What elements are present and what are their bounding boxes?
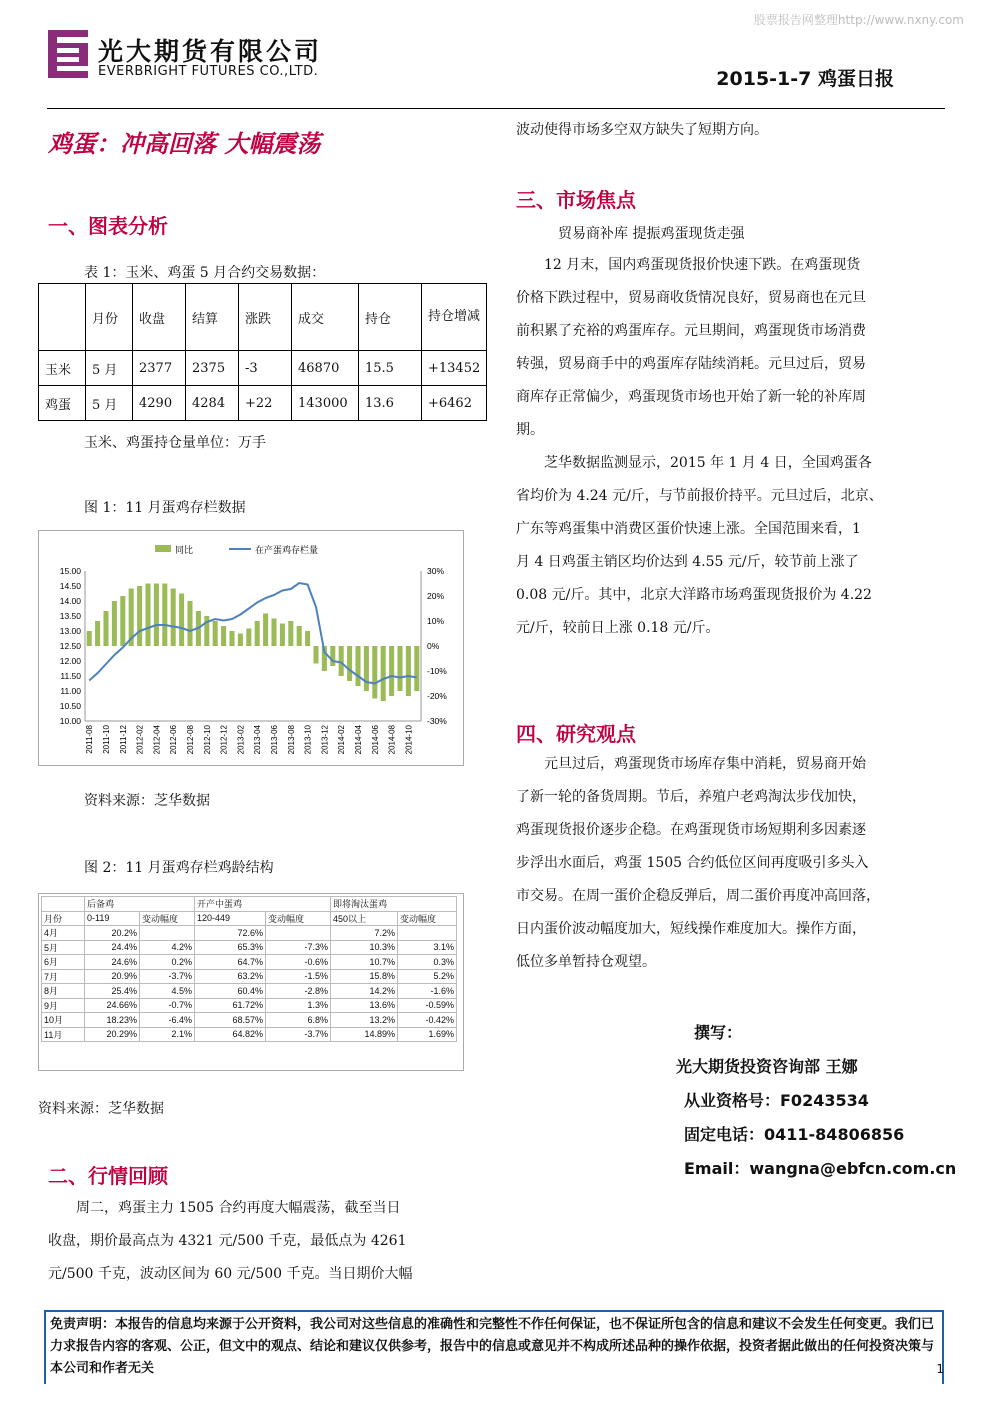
table-cell: 0.2%	[140, 955, 195, 970]
table-cell: 60.4%	[195, 984, 266, 999]
table-cell: 64.82%	[195, 1027, 266, 1042]
table-cell: 13.2%	[331, 1013, 398, 1028]
company-name-cn: 光大期货有限公司	[98, 37, 323, 66]
table-header-row	[39, 284, 487, 351]
figure1-caption: 图 1：11 月蛋鸡存栏数据	[84, 500, 246, 516]
table-cell: 1.3%	[266, 998, 331, 1013]
header-divider	[47, 108, 945, 109]
table-cell: 15.8%	[331, 969, 398, 984]
table1-note: 玉米、鸡蛋持仓量单位：万手	[84, 435, 266, 451]
table-cell: -3.7%	[140, 969, 195, 984]
y-tick-label-right: 10%	[427, 616, 445, 626]
x-tick-label: 2014-08	[387, 725, 397, 755]
text-line: 步浮出水面后，鸡蛋 1505 合约低位区间再度吸引多头入	[516, 855, 869, 871]
table-cell: 64.7%	[195, 955, 266, 970]
table-cell: 46870	[292, 351, 359, 386]
table-cell: 143000	[292, 386, 359, 421]
table-cell: 24.4%	[85, 940, 140, 955]
table-cell: 7.2%	[331, 926, 398, 941]
table-cell: 6月	[42, 955, 85, 970]
table-cell: +22	[239, 386, 292, 421]
table-cell	[140, 926, 195, 941]
table-cell	[398, 926, 457, 941]
table-cell: 1.69%	[398, 1027, 457, 1042]
table-row	[39, 386, 487, 421]
table-header-cell: 450以上	[331, 911, 398, 926]
table-cell: +13452	[422, 351, 487, 386]
bar-yoy	[120, 596, 125, 646]
section2-continued-text: 波动使得市场多空双方缺失了短期方向。	[516, 122, 768, 138]
x-tick-label: 2012-12	[219, 725, 229, 755]
y-tick-label-right: -30%	[427, 716, 447, 726]
table-cell: 13.6	[359, 386, 422, 421]
bar-yoy	[255, 621, 260, 646]
bar-yoy	[179, 594, 184, 647]
table-cell: +6462	[422, 386, 487, 421]
table-cell: 20.9%	[85, 969, 140, 984]
chart-canvas	[39, 531, 463, 765]
table-cell: 13.6%	[331, 998, 398, 1013]
table-row	[42, 984, 457, 999]
x-tick-label: 2014-06	[370, 725, 380, 755]
table-cell: 10.3%	[331, 940, 398, 955]
bar-yoy	[137, 586, 142, 646]
bar-yoy	[171, 589, 176, 647]
table-cell: 20.29%	[85, 1027, 140, 1042]
y-tick-label-left: 12.00	[59, 656, 81, 666]
table-row	[42, 1013, 457, 1028]
table-row	[42, 926, 457, 941]
table-row	[42, 911, 457, 926]
x-tick-label: 2012-10	[202, 725, 212, 755]
page-title: 鸡蛋：冲高回落 大幅震荡	[48, 129, 321, 158]
bar-yoy	[381, 646, 386, 701]
text-line: 收盘，期价最高点为 4321 元/500 千克，最低点为 4261	[48, 1233, 407, 1249]
table-header-cell: 变动幅度	[140, 911, 195, 926]
table-cell: -1.5%	[266, 969, 331, 984]
y-tick-label-left: 14.50	[59, 581, 81, 591]
bar-yoy	[87, 631, 92, 646]
author-phone: 固定电话：0411-84806856	[684, 1125, 905, 1144]
trading-data-table	[38, 283, 487, 421]
y-tick-label-left: 12.50	[59, 641, 81, 651]
x-tick-label: 2012-06	[169, 725, 179, 755]
table-header-cell: 成交	[292, 284, 359, 351]
bar-yoy	[154, 584, 159, 647]
table-cell: 7月	[42, 969, 85, 984]
bar-yoy	[330, 646, 335, 666]
x-tick-label: 2011-10	[102, 725, 111, 754]
bar-yoy	[297, 626, 302, 646]
y-tick-label-left: 14.00	[59, 596, 81, 606]
text-line: 期。	[516, 422, 544, 438]
text-line: 芝华数据监测显示，2015 年 1 月 4 日，全国鸡蛋各	[516, 455, 872, 471]
table-row	[42, 940, 457, 955]
bar-yoy	[305, 631, 310, 646]
section3-subtitle: 贸易商补库 提振鸡蛋现货走强	[558, 226, 745, 242]
table-cell: -0.42%	[398, 1013, 457, 1028]
bar-yoy	[339, 646, 344, 676]
text-line: 鸡蛋现货报价逐步企稳。在鸡蛋现货市场短期利多因素逐	[516, 822, 866, 838]
x-tick-label: 2013-04	[253, 725, 263, 755]
bar-yoy	[103, 611, 108, 646]
table-header-cell: 0-119	[85, 911, 140, 926]
x-tick-label: 2013-02	[236, 725, 246, 755]
legend-swatch-bar	[155, 545, 171, 552]
report-date-title: 2015-1-7 鸡蛋日报	[716, 68, 894, 90]
age-structure-table-figure	[38, 893, 464, 1071]
text-line: 商库存正常偏少，鸡蛋现货市场也开始了新一轮的补库周	[516, 389, 866, 405]
section1-heading: 一、图表分析	[48, 214, 168, 238]
text-line: 前积累了充裕的鸡蛋库存。元旦期间，鸡蛋现货市场消费	[516, 323, 866, 339]
table-cell: -3	[239, 351, 292, 386]
text-line: 市交易。在周一蛋价企稳反弹后，周二蛋价再度冲高回落，	[516, 888, 880, 904]
x-tick-label: 2013-06	[270, 725, 279, 755]
figure2-caption: 图 2：11 月蛋鸡存栏鸡龄结构	[84, 860, 274, 876]
y-tick-label-left: 10.00	[59, 716, 81, 726]
table-cell: 24.6%	[85, 955, 140, 970]
bar-yoy	[263, 614, 268, 647]
bar-yoy	[288, 621, 293, 646]
bar-yoy	[414, 646, 419, 691]
section2-text	[48, 1192, 478, 1291]
legend-label-stock: 在产蛋鸡存栏量	[255, 545, 319, 555]
author-dept: 光大期货投资咨询部 王娜	[676, 1057, 858, 1076]
table-group-header: 开产中蛋鸡	[195, 897, 331, 912]
bar-yoy	[213, 621, 218, 646]
text-line: 周二，鸡蛋主力 1505 合约再度大幅震荡，截至当日	[48, 1200, 401, 1216]
table-cell: 24.66%	[85, 998, 140, 1013]
table-cell: 72.6%	[195, 926, 266, 941]
age-structure-table	[41, 896, 457, 1042]
table-cell: 2375	[186, 351, 239, 386]
table-cell: 15.5	[359, 351, 422, 386]
table-cell: 20.2%	[85, 926, 140, 941]
author-label: 撰写：	[694, 1023, 743, 1042]
bar-yoy	[271, 619, 276, 647]
text-line: 0.08 元/斤。其中，北京大洋路市场鸡蛋现货报价为 4.22	[516, 587, 872, 603]
section2-heading: 二、行情回顾	[48, 1164, 168, 1188]
bar-yoy	[397, 646, 402, 691]
text-line: 月 4 日鸡蛋主销区均价达到 4.55 元/斤，较节前上涨了	[516, 554, 859, 570]
text-line: 了新一轮的备货周期。节后，养殖户老鸡淘汰步伐加快，	[516, 789, 866, 805]
page-number: 1	[936, 1362, 944, 1376]
section4-heading: 四、研究观点	[516, 722, 636, 746]
bar-yoy	[145, 584, 150, 647]
table-header-cell: 持仓	[359, 284, 422, 351]
table-cell: 10月	[42, 1013, 85, 1028]
company-name-en: EVERBRIGHT FUTURES CO.,LTD.	[98, 64, 319, 79]
table-cell: 14.89%	[331, 1027, 398, 1042]
table-cell: 5 月	[86, 386, 133, 421]
y-tick-label-right: 20%	[427, 591, 445, 601]
figure1-source: 资料来源：芝华数据	[84, 793, 210, 809]
table-cell: -6.4%	[140, 1013, 195, 1028]
x-tick-label: 2014-04	[354, 725, 363, 755]
section3-text	[516, 249, 946, 645]
table-header-cell: 月份	[42, 911, 85, 926]
table-row	[42, 969, 457, 984]
table-cell: 11月	[42, 1027, 85, 1042]
bar-yoy	[389, 646, 394, 696]
table-cell: -7.3%	[266, 940, 331, 955]
bar-yoy	[187, 601, 192, 646]
table-group-header: 后备鸡	[85, 897, 195, 912]
bar-yoy	[347, 646, 352, 681]
table-cell: 6.8%	[266, 1013, 331, 1028]
bar-yoy	[406, 646, 411, 696]
table1-caption: 表 1：玉米、鸡蛋 5 月合约交易数据：	[84, 265, 326, 281]
bar-yoy	[221, 626, 226, 646]
section4-text	[516, 748, 946, 979]
table-row	[42, 1027, 457, 1042]
text-line: 元/斤，较前日上涨 0.18 元/斤。	[516, 620, 720, 636]
table-cell: 4.2%	[140, 940, 195, 955]
text-line: 转强，贸易商手中的鸡蛋库存陆续消耗。元旦过后，贸易	[516, 356, 866, 372]
table-cell: -0.59%	[398, 998, 457, 1013]
table-header-cell: 月份	[86, 284, 133, 351]
table-cell: 4290	[133, 386, 186, 421]
text-line: 省均价为 4.24 元/斤，与节前报价持平。元旦过后，北京、	[516, 488, 883, 504]
table-cell: 鸡蛋	[39, 386, 86, 421]
table-cell: 63.2%	[195, 969, 266, 984]
bar-yoy	[313, 646, 318, 664]
y-tick-label-right: -20%	[427, 691, 447, 701]
bar-yoy	[238, 634, 243, 647]
text-line: 元旦过后，鸡蛋现货市场库存集中消耗，贸易商开始	[516, 756, 866, 772]
section3-heading: 三、市场焦点	[516, 188, 636, 212]
table-header-cell: 120-449	[195, 911, 266, 926]
table-header-cell: 涨跌	[239, 284, 292, 351]
table-cell: 5.2%	[398, 969, 457, 984]
table-header-cell: 结算	[186, 284, 239, 351]
table-cell: -0.6%	[266, 955, 331, 970]
x-tick-label: 2014-02	[337, 725, 347, 755]
company-logo-icon	[48, 30, 88, 78]
table-cell: 65.3%	[195, 940, 266, 955]
table-header-cell: 持仓增减	[422, 284, 487, 351]
x-tick-label: 2013-12	[320, 725, 330, 755]
x-tick-label: 2013-08	[286, 725, 296, 755]
y-tick-label-left: 13.50	[59, 611, 81, 621]
table-cell: 2377	[133, 351, 186, 386]
x-tick-label: 2012-08	[186, 725, 195, 755]
bar-yoy	[372, 646, 377, 699]
y-tick-label-right: 0%	[427, 641, 440, 651]
table-cell: 0.3%	[398, 955, 457, 970]
disclaimer-text: 免责声明：本报告的信息均来源于公开资料，我公司对这些信息的准确性和完整性不作任何保证，也不保证所包含的信息和建议不会发生任何变更。我们已力求报告内容的客观、公正，但文中的观点、结论和建议仅供参考，报告中的信息或意见并不构成所述品种的操作依据，投资者据此做出的任何投资决策与本公司和作者无关	[50, 1317, 935, 1376]
y-tick-label-left: 10.50	[59, 701, 81, 711]
y-tick-label-left: 15.00	[59, 566, 81, 576]
x-tick-label: 2013-10	[303, 725, 313, 755]
bar-yoy	[229, 631, 234, 646]
legend-label-yoy: 同比	[175, 545, 194, 555]
table-cell: 4月	[42, 926, 85, 941]
layer-stock-chart	[38, 530, 464, 766]
y-tick-label-left: 11.50	[60, 671, 81, 681]
y-tick-label-right: 30%	[427, 566, 445, 576]
table-cell: 68.57%	[195, 1013, 266, 1028]
table-cell: 14.2%	[331, 984, 398, 999]
x-tick-label: 2012-02	[135, 725, 145, 755]
table-cell	[42, 897, 85, 912]
table-cell: 4.5%	[140, 984, 195, 999]
table-cell: 10.7%	[331, 955, 398, 970]
x-tick-label: 2012-04	[152, 725, 162, 755]
table-header-cell: 变动幅度	[266, 911, 331, 926]
y-tick-label-left: 13.00	[59, 626, 81, 636]
table-header-cell: 收盘	[133, 284, 186, 351]
text-line: 元/500 千克，波动区间为 60 元/500 千克。当日期价大幅	[48, 1266, 413, 1282]
table-cell: -2.8%	[266, 984, 331, 999]
author-license: 从业资格号：F0243534	[684, 1091, 869, 1110]
bar-yoy	[364, 646, 369, 691]
x-tick-label: 2014-10	[404, 725, 414, 755]
text-line: 价格下跌过程中，贸易商收货情况良好，贸易商也在元旦	[516, 290, 866, 306]
table-cell: 2.1%	[140, 1027, 195, 1042]
y-tick-label-right: -10%	[427, 666, 447, 676]
table-row	[42, 955, 457, 970]
x-tick-label: 2011-12	[118, 725, 128, 754]
table-group-header: 即将淘汰蛋鸡	[331, 897, 457, 912]
table-cell: 5 月	[86, 351, 133, 386]
disclaimer-border-left	[44, 1312, 46, 1384]
author-email[interactable]: Email：wangna@ebfcn.com.cn	[684, 1159, 957, 1178]
table-cell: 8月	[42, 984, 85, 999]
text-line: 12 月末，国内鸡蛋现货报价快速下跌。在鸡蛋现货	[516, 257, 861, 273]
table-cell	[266, 926, 331, 941]
bar-yoy	[162, 584, 167, 647]
disclaimer-box	[44, 1310, 944, 1384]
table-cell: 4284	[186, 386, 239, 421]
bar-yoy	[95, 621, 100, 646]
table-header-cell: 变动幅度	[398, 911, 457, 926]
figure2-source: 资料来源：芝华数据	[38, 1101, 164, 1117]
table-cell: 61.72%	[195, 998, 266, 1013]
bar-yoy	[246, 629, 251, 647]
bar-yoy	[112, 601, 117, 646]
table-cell: -3.7%	[266, 1027, 331, 1042]
table-cell: -0.7%	[140, 998, 195, 1013]
table-row	[39, 351, 487, 386]
text-line: 广东等鸡蛋集中消费区蛋价快速上涨。全国范围来看，1	[516, 521, 861, 537]
table-cell: 25.4%	[85, 984, 140, 999]
bar-yoy	[280, 624, 285, 647]
table-cell: 5月	[42, 940, 85, 955]
table-cell: -1.6%	[398, 984, 457, 999]
table-cell: 玉米	[39, 351, 86, 386]
text-line: 日内蛋价波动幅度加大，短线操作难度加大。操作方面，	[516, 921, 866, 937]
table-cell: 18.23%	[85, 1013, 140, 1028]
table-row	[42, 998, 457, 1013]
table-cell: 9月	[42, 998, 85, 1013]
table-cell: 3.1%	[398, 940, 457, 955]
bar-yoy	[355, 646, 360, 686]
text-line: 低位多单暂持仓观望。	[516, 954, 656, 970]
watermark: 股票报告网整理http://www.nxny.com	[753, 13, 964, 27]
x-tick-label: 2011-08	[85, 725, 95, 754]
y-tick-label-left: 11.00	[60, 686, 81, 696]
table-row	[42, 897, 457, 912]
table-header-cell	[39, 284, 86, 351]
